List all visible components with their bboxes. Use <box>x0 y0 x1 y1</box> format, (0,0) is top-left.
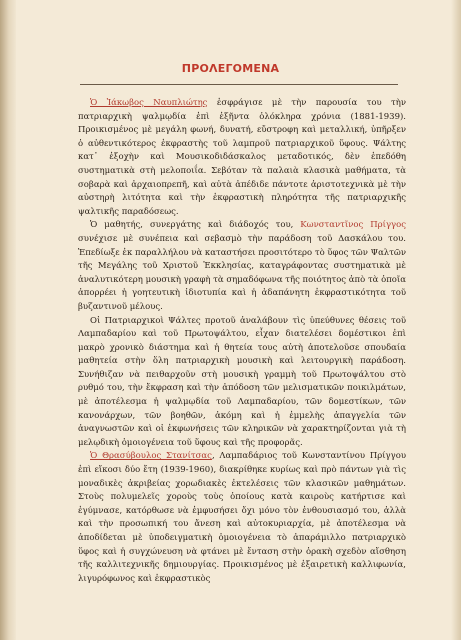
paragraph-lead: Ὁ μαθητής, συνεργάτης καὶ διάδοχός του, <box>90 220 301 231</box>
page-heading: ΠΡΟΛΕΓΟΜΕΝΑ <box>181 62 280 75</box>
paragraph-text: Οἱ Πατριαρχικοὶ Ψάλτες προτοῦ ἀναλάβουν τὶς ὑπεύθυνες θέσεις τοῦ Λαμπαδαρίου καὶ τοῦ Πρωτοψάλτου, εἶχαν διατελέσει δομέστικοι ἐπὶ μακρὸ χρονικὸ διάστημα καὶ ἡ θητεία τους αὐτὴ ἀποτελοῦσε σπουδαία μαθητεία στὴν ὅλη πατριαρχικὴ μουσικὴ καὶ λειτουργικὴ παράδοση. Συνήθιζαν νὰ πειθαρχοῦν στὴ μουσικὴ γραμμὴ τοῦ Πρωτοψάλτου στὸ ρυθμό του, τὴν ἔκφραση καὶ τὴν ἀπόδοση τῶν μελισματικῶν ποικιλμάτων, μὲ ἀποτέλεσμα ἡ ψαλμῳδία τοῦ Λαμπαδαρίου, τῶν δομεστίκων, τῶν κανονάρχων, τῶν βοηθῶν, ἀκόμη καὶ ἡ ἐμμελὴς ἀπαγγελία τῶν ἀναγνωστῶν καὶ οἱ ἐκφωνήσεις τῶν κληρικῶν νὰ χαρακτηρίζονται γιὰ τὴ μελῳδικὴ ὁμοιογένεια τοῦ ὕφους καὶ τῆς προφορᾶς. <box>78 315 406 448</box>
page-edge-shadow <box>451 0 461 640</box>
body-text <box>78 97 406 586</box>
paragraph-stanitsas <box>78 450 406 586</box>
page-binding <box>0 0 16 640</box>
name-konstantinos-priggos: Κωνσταντῖνος Πρίγγος <box>300 220 406 231</box>
heading-rule <box>80 84 398 85</box>
name-thrasyvoulos-stanitsas: Ὁ Θρασύβουλος Στανίτσας <box>90 451 212 462</box>
paragraph-naupliotis <box>78 97 406 219</box>
paragraph-text: συνέχισε μὲ συνέπεια καὶ σεβασμὸ τὴν παράδοση τοῦ Δασκάλου του. Ἐπεδίωξε ἐκ παραλλήλου νὰ καταστήσει προσιτότερο τὸ ὕφος τῶν Ψαλτῶν τῆς Μεγάλης τοῦ Χριστοῦ Ἐκκλησίας, καταγράφοντας συστηματικὰ μὲ ἀναλυτικότερη μουσικὴ γραφὴ τὰ σημαδόφωνα τῆς ποιότητος ἀπὸ τὰ ὁποῖα ἀπορρέει ἡ γοητευτικὴ ἰδιοτυπία καὶ ἡ ἀδαπάνητη ἐκφραστικότητα τοῦ βυζαντινοῦ μέλους. <box>78 233 406 312</box>
paragraph-text: , Λαμπαδάριος τοῦ Κωνσταντίνου Πρίγγου ἐπὶ εἴκοσι δύο ἔτη (1939-1960), διακρίθηκε κυρίως καὶ πρὸ πάντων γιὰ τὶς μοναδικὲς ἀκριβείας χορωδιακὲς ἐκτελέσεις τῶν κλασικῶν μαθημάτων. Στοὺς πολυμελεῖς χοροὺς τοὺς ὁποίους κατὰ καιροὺς κατήρτισε καὶ ἐγύμνασε, κατόρθωσε νὰ ἐμφυσήσει ὄχι μόνο τὸν ἐνθουσιασμό του, ἀλλὰ καὶ τὴν προσωπική του ἄνεση καὶ αὐτοκυριαρχία, μὲ ἀποτέλεσμα νὰ ἀποδίδεται μὲ ὑποδειγματικὴ ὁμοιογένεια τὸ ἀπαράμιλλο πατριαρχικὸ ὕφος καὶ ἡ συγχώνευση νὰ φτάνει μὲ ἔνταση στὴν ὀρακὴ σχεδὸν αἴσθηση τῆς καλλιτεχνικῆς δημιουργίας. Προικισμένος μὲ ἐξαιρετικὴ καλλιφωνία, λιγυρόφωνος καὶ ἐκφραστικὸς <box>78 451 407 584</box>
paragraph-priggos <box>78 219 406 314</box>
paragraph-text: ἐσφράγισε μὲ τὴν παρουσία του τὴν πατριαρχικὴ ψαλμῳδία ἐπὶ ἑξῆντα ὁλόκληρα χρόνια (1881-1939). Προικισμένος μὲ μεγάλη φωνή, δυνατή, εὔστροφη καὶ μεταλλική, ὑπῆρξεν ὁ αὐθεντικότερος ἐκφραστὴς τοῦ λαμπροῦ πατριαρχικοῦ ὕφους. Ψάλτης κατ᾽ ἐξοχὴν καὶ Μουσικοδιδάσκαλος μεταδοτικός, δὲν ἐπεδόθη συστηματικὰ στὴ μελοποιΐα. Σεβόταν τὰ παλαιὰ κλασικὰ μαθήματα, τὰ σοβαρὰ καὶ ἀρχαιοπρεπῆ, καὶ αὐτὰ ἀπέδιδε πάντοτε ἀριστοτεχνικὰ μὲ τὴν αὐστηρὴ λιτότητα καὶ τὴν ἐκφραστικὴ πληρότητα τῆς πατριαρχικῆς ψαλτικῆς παραδόσεως. <box>78 98 406 217</box>
paragraph-patriarchal-chanters <box>78 315 406 451</box>
name-iakovos-naupliotis: Ὁ Ἰάκωβος Ναυπλιώτης <box>90 98 208 108</box>
